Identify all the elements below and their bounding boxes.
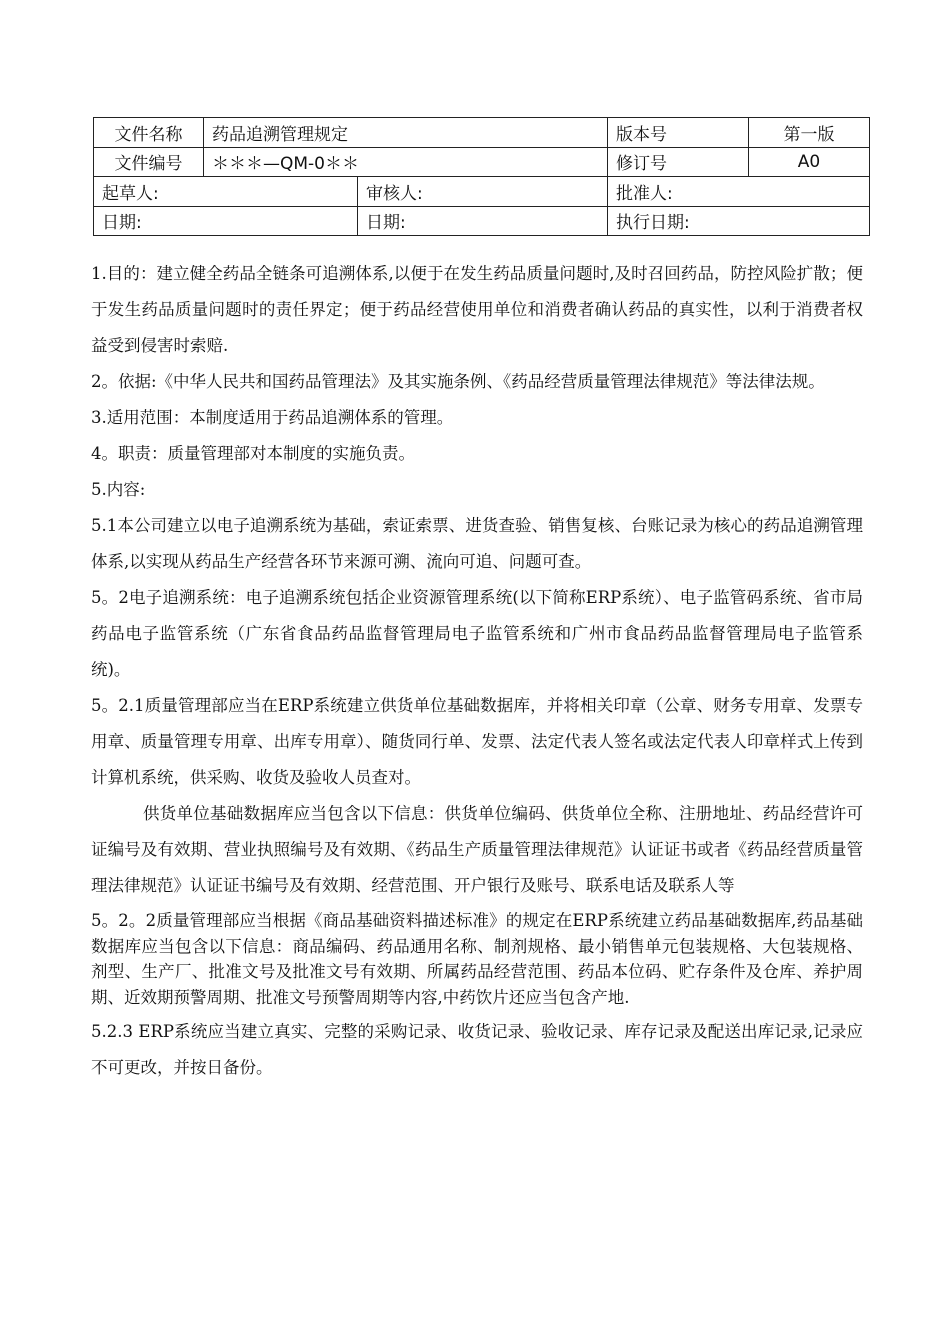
- header-row-signers: [94, 177, 870, 207]
- approver-label: 批准人:: [608, 177, 870, 207]
- reviewer-label: 审核人:: [358, 177, 608, 207]
- section-responsibility: 4。职责：质量管理部对本制度的实施负责。: [91, 444, 415, 463]
- drafter-label: 起草人:: [94, 177, 358, 207]
- document-header-table: [93, 117, 870, 236]
- clause-5-2-2: 5。2。2质量管理部应当根据《商品基础资料描述标准》的规定在ERP系统建立药品基础数据库,药品基础数据库应当包含以下信息：商品编码、药品通用名称、制剂规格、最小销售单元包装规格、大包装规格、剂型、生产厂、批准文号及批准文号有效期、所属药品经营范围、药品本位码、贮存条件及仓库、养护周期、近效期预警周期、批准文号预警周期等内容,中药饮片还应当包含产地.: [91, 911, 863, 1007]
- revision-value: A0: [749, 147, 870, 177]
- revision-label: 修订号: [608, 147, 749, 177]
- clause-5-2-1: 5。2.1质量管理部应当在ERP系统建立供货单位基础数据库，并将相关印章（公章、财务专用章、发票专用章、质量管理专用章、出库专用章）、随货同行单、发票、法定代表人签名或法定代表人印章样式上传到计算机系统，供采购、收货及验收人员查对。: [91, 696, 863, 787]
- version-label: 版本号: [608, 118, 749, 148]
- section-purpose: 1.目的：建立健全药品全链条可追溯体系,以便于在发生药品质量问题时,及时召回药品，防控风险扩散；便于发生药品质量问题时的责任界定；便于药品经营使用单位和消费者确认药品的真实性，以利于消费者权益受到侵害时索赔.: [91, 264, 863, 355]
- header-row-file-name: [94, 118, 870, 148]
- date1-label: 日期:: [94, 206, 358, 236]
- document-body: [91, 256, 863, 1086]
- file-no-label: 文件编号: [94, 147, 204, 177]
- exec-date-label: 执行日期:: [608, 206, 870, 236]
- section-scope: 3.适用范围：本制度适用于药品追溯体系的管理。: [91, 408, 454, 427]
- file-name-label: 文件名称: [94, 118, 204, 148]
- supplier-database-info: 供货单位基础数据库应当包含以下信息：供货单位编码、供货单位全称、注册地址、药品经营许可证编号及有效期、营业执照编号及有效期、《药品生产质量管理法律规范》认证证书或者《药品经营质量管理法律规范》认证证书编号及有效期、经营范围、开户银行及账号、联系电话及联系人等: [91, 804, 863, 895]
- clause-5-1: 5.1本公司建立以电子追溯系统为基础，索证索票、进货查验、销售复核、台账记录为核心的药品追溯管理体系,以实现从药品生产经营各环节来源可溯、流向可追、问题可查。: [91, 516, 863, 571]
- file-no-value: ＊＊＊—QM-0＊＊: [204, 147, 608, 177]
- header-row-dates: [94, 206, 870, 236]
- version-value: 第一版: [749, 118, 870, 148]
- date2-label: 日期:: [358, 206, 608, 236]
- header-row-file-no: [94, 147, 870, 177]
- section-content-heading: 5.内容:: [91, 480, 146, 499]
- section-basis: 2。依据:《中华人民共和国药品管理法》及其实施条例、《药品经营质量管理法律规范》等法律法规。: [91, 372, 825, 391]
- clause-5-2: 5。2电子追溯系统：电子追溯系统包括企业资源管理系统(以下简称ERP系统）、电子监管码系统、省市局药品电子监管系统（广东省食品药品监督管理局电子监管系统和广州市食品药品监督管理局电子监管系统)。: [91, 588, 863, 679]
- file-name-value: 药品追溯管理规定: [204, 118, 608, 148]
- clause-5-2-3: 5.2.3 ERP系统应当建立真实、完整的采购记录、收货记录、验收记录、库存记录及配送出库记录,记录应不可更改，并按日备份。: [91, 1022, 863, 1077]
